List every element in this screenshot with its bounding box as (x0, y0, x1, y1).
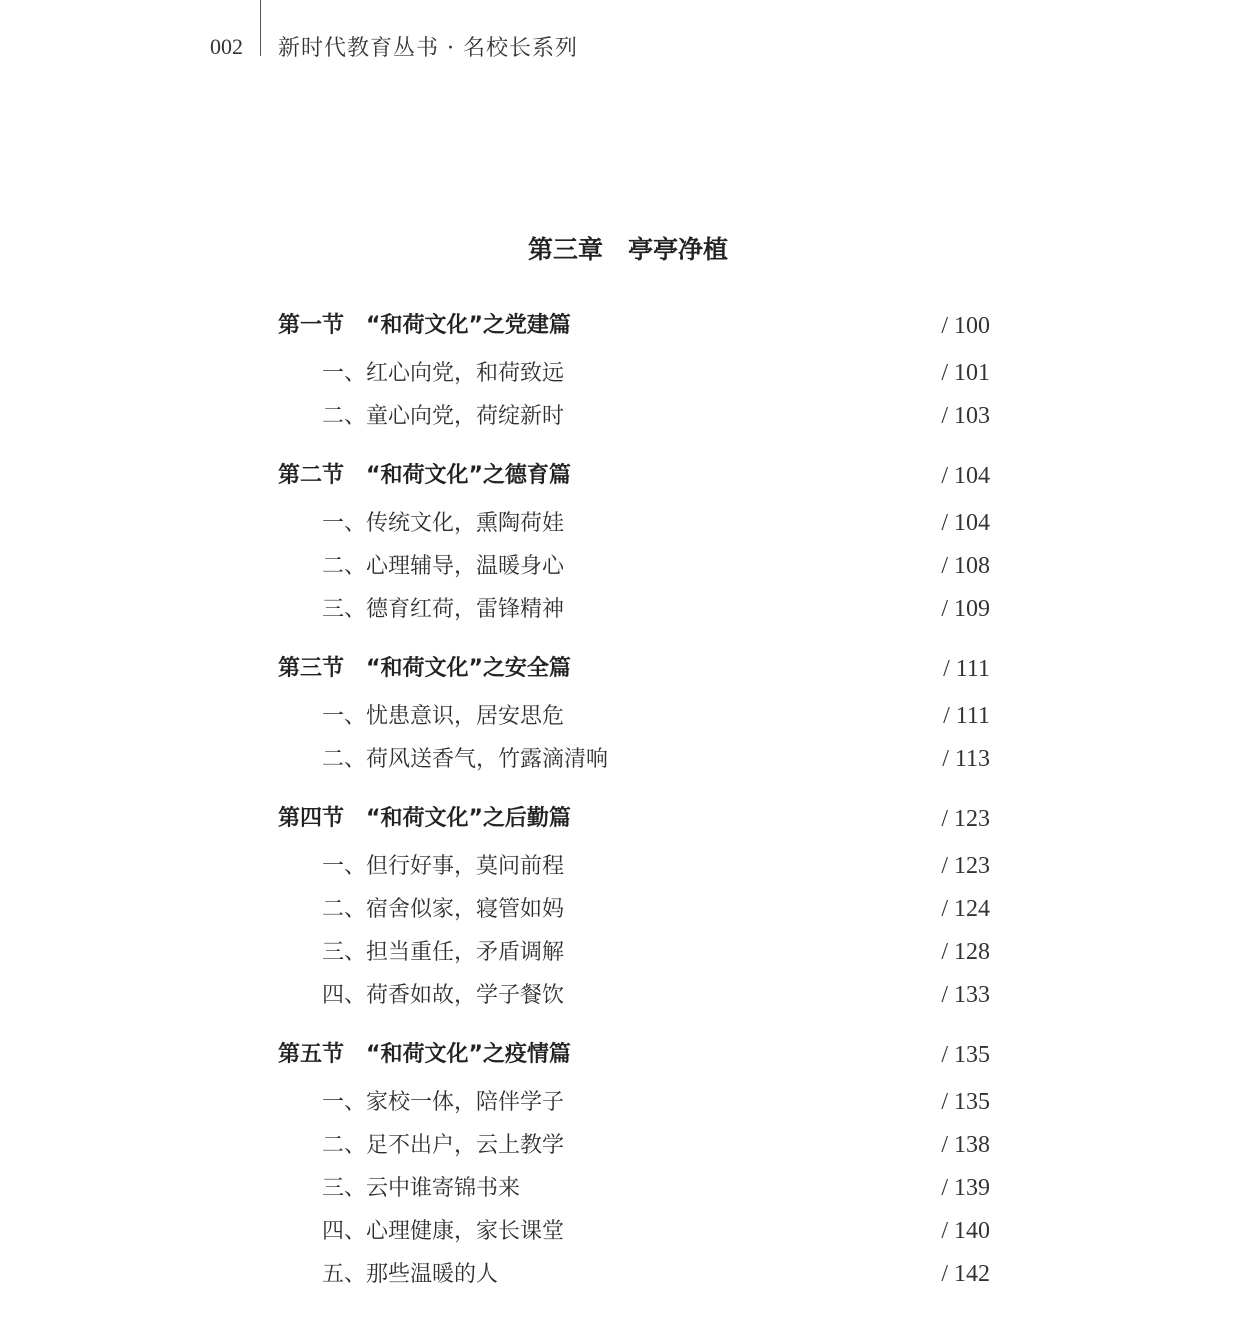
toc-entry[interactable] (278, 588, 990, 631)
toc-entry[interactable] (278, 502, 990, 545)
entry-title: 一、家校一体，陪伴学子 (322, 1090, 565, 1115)
toc-entry[interactable] (278, 1167, 990, 1210)
entry-title: 一、传统文化，熏陶荷娃 (322, 511, 565, 536)
toc-section (278, 799, 990, 1017)
toc-entry[interactable] (278, 1210, 990, 1253)
toc-entry[interactable] (278, 931, 990, 974)
running-head (0, 0, 1256, 70)
entry-title: 二、心理辅导，温暖身心 (322, 554, 565, 579)
entry-page-number: / 101 (941, 360, 990, 386)
entry-page-number: / 113 (942, 746, 990, 772)
toc-section-heading[interactable] (278, 306, 990, 352)
section-page-number: / 123 (941, 806, 990, 832)
toc-entry[interactable] (278, 395, 990, 438)
section-page-number: / 104 (941, 463, 990, 489)
toc-entry[interactable] (278, 1124, 990, 1167)
page-number: 002 (210, 34, 243, 59)
toc-section-heading[interactable] (278, 649, 990, 695)
toc-entry[interactable] (278, 545, 990, 588)
entry-page-number: / 124 (941, 896, 990, 922)
entry-title: 一、红心向党，和荷致远 (322, 361, 565, 386)
toc-entry[interactable] (278, 1081, 990, 1124)
entry-title: 二、宿舍似家，寝管如妈 (322, 897, 565, 922)
entry-title: 二、足不出户，云上教学 (322, 1133, 565, 1158)
entry-page-number: / 138 (941, 1132, 990, 1158)
entry-page-number: / 133 (941, 982, 990, 1008)
entry-page-number: / 140 (941, 1218, 990, 1244)
entry-page-number: / 103 (941, 403, 990, 429)
toc-entry[interactable] (278, 695, 990, 738)
entry-title: 三、德育红荷，雷锋精神 (322, 597, 565, 622)
toc-section (278, 306, 990, 438)
entry-title: 四、心理健康，家长课堂 (322, 1219, 565, 1244)
table-of-contents (278, 306, 990, 1314)
section-page-number: / 135 (941, 1042, 990, 1068)
toc-section-heading[interactable] (278, 799, 990, 845)
entry-title: 五、那些温暖的人 (322, 1262, 499, 1287)
entry-page-number: / 139 (941, 1175, 990, 1201)
chapter-title: 第三章 亭亭净植 (527, 235, 728, 264)
entry-page-number: / 109 (941, 596, 990, 622)
section-title: 第四节 “和荷文化”之后勤篇 (278, 806, 571, 831)
toc-entry[interactable] (278, 738, 990, 781)
entry-title: 三、担当重任，矛盾调解 (322, 940, 565, 965)
toc-section-heading[interactable] (278, 456, 990, 502)
section-title: 第一节 “和荷文化”之党建篇 (278, 313, 571, 338)
entry-page-number: / 135 (941, 1089, 990, 1115)
section-title: 第五节 “和荷文化”之疫情篇 (278, 1042, 571, 1067)
entry-page-number: / 128 (941, 939, 990, 965)
entry-page-number: / 142 (941, 1261, 990, 1287)
entry-page-number: / 108 (941, 553, 990, 579)
toc-section (278, 649, 990, 781)
entry-title: 一、但行好事，莫问前程 (322, 854, 565, 879)
toc-entry[interactable] (278, 352, 990, 395)
section-page-number: / 111 (943, 656, 990, 682)
toc-entry[interactable] (278, 845, 990, 888)
entry-page-number: / 104 (941, 510, 990, 536)
entry-page-number: / 123 (941, 853, 990, 879)
entry-title: 二、荷风送香气，竹露滴清响 (322, 747, 609, 772)
entry-title: 三、云中谁寄锦书来 (322, 1176, 521, 1201)
section-page-number: / 100 (941, 313, 990, 339)
toc-section (278, 1035, 990, 1296)
entry-page-number: / 111 (943, 703, 990, 729)
entry-title: 一、忧患意识，居安思危 (322, 704, 565, 729)
toc-entry[interactable] (278, 974, 990, 1017)
toc-section-heading[interactable] (278, 1035, 990, 1081)
section-title: 第三节 “和荷文化”之安全篇 (278, 656, 571, 681)
section-title: 第二节 “和荷文化”之德育篇 (278, 463, 571, 488)
series-title: 新时代教育丛书 · 名校长系列 (278, 36, 578, 61)
toc-entry[interactable] (278, 1253, 990, 1296)
header-divider (260, 0, 261, 56)
toc-entry[interactable] (278, 888, 990, 931)
toc-section (278, 456, 990, 631)
entry-title: 二、童心向党，荷绽新时 (322, 404, 565, 429)
entry-title: 四、荷香如故，学子餐饮 (322, 983, 565, 1008)
